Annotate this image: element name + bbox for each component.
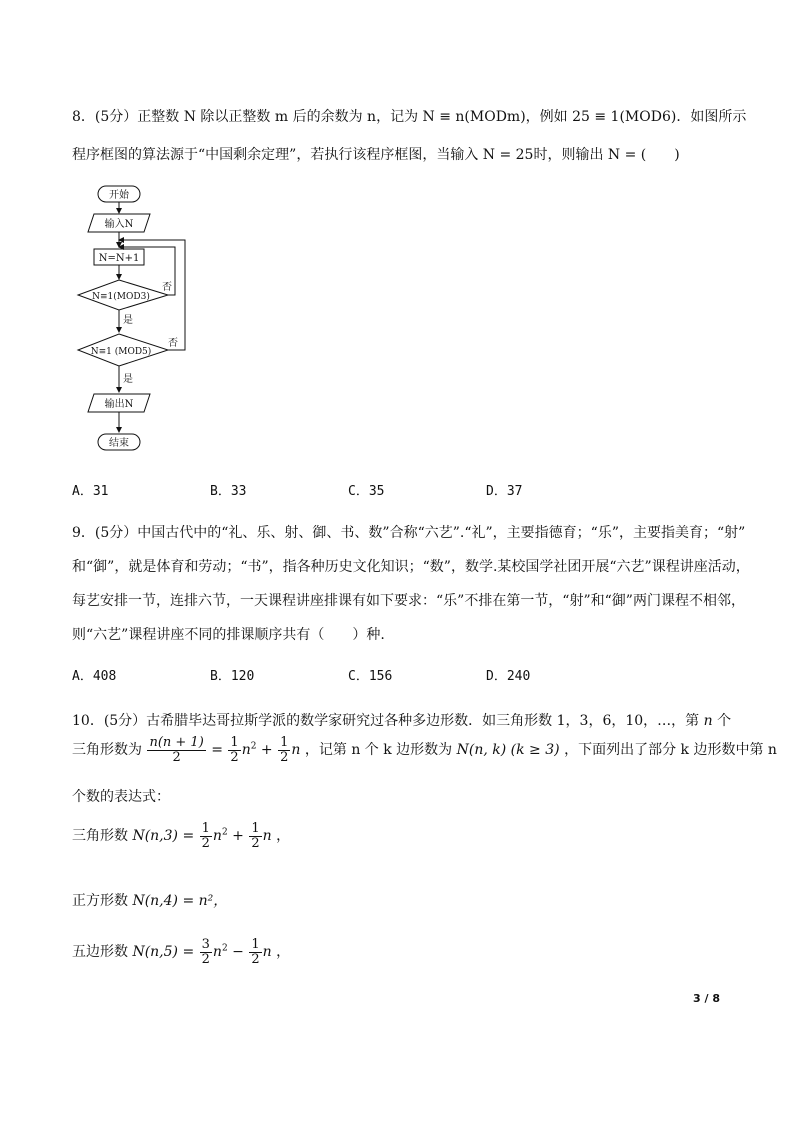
q8-option-c: C．35 [348, 484, 385, 499]
q10-square [72, 890, 227, 910]
triangular-func: N(n,3) = [132, 828, 195, 845]
q10-line1-end: 个 [717, 713, 732, 729]
fc-yes2: 是 [123, 374, 133, 385]
fc-yes1: 是 [123, 315, 133, 326]
q10-line2-mid: ，记第 n 个 k 边形数为 [304, 742, 453, 759]
q9-option-d: D．240 [486, 669, 531, 684]
fc-start: 开始 [109, 190, 129, 201]
q9-line4: 则“六艺”课程讲座不同的排课顺序共有（ ）种. [72, 627, 385, 643]
q9-option-a: A．408 [72, 669, 117, 684]
fc-output: 输出N [104, 399, 134, 410]
triangular-label: 三角形数 [72, 828, 128, 845]
square-label: 正方形数 [72, 893, 128, 909]
fc-input: 输入N [104, 219, 134, 230]
q10-line1 [72, 710, 731, 730]
fc-assign: N=N+1 [98, 253, 140, 264]
fraction-half-a: $\frac{1}{2}$ [230, 735, 239, 765]
pentagonal-func: N(n,5) = [132, 944, 195, 961]
fc-no1: 否 [162, 282, 172, 293]
q10-line3: 个数的表达式： [72, 789, 170, 805]
q9-line1: 9．(5分）中国古代中的“礼、乐、射、御、书、数”合称“六艺”.“礼”，主要指德育；“乐”，主要指美育；“射” [72, 525, 746, 541]
pentagonal-label: 五边形数 [72, 944, 128, 961]
q10-line2-pre: 三角形数为 [72, 742, 142, 759]
square-expr: N(n,4) = n²， [132, 893, 228, 909]
q9-line3: 每艺安排一节，连排六节，一天课程讲座排课有如下要求：“乐”不排在第一节，“射”和“御”两门课程不相邻， [72, 593, 745, 609]
flowchart [70, 180, 200, 460]
q8-option-a: A．31 [72, 484, 109, 499]
q8-option-b: B．33 [210, 484, 247, 499]
q8-line1: 8．(5分）正整数 N 除以正整数 m 后的余数为 n，记为 N ≡ n(MODm)，例如 25 ≡ 1(MOD6)．如图所示 [72, 109, 747, 125]
q8-option-d: D．37 [486, 484, 523, 499]
q10-pentagonal: 五边形数 N(n,5) = $\frac{3}{2}$ $n^2$ − $\frac{1}{2}$ n ， [72, 937, 291, 967]
fc-cond2: N≡1 (MOD5) [90, 347, 152, 357]
fraction-half-e: $\frac{1}{2}$ [251, 937, 260, 967]
q9-option-c: C．156 [348, 669, 393, 684]
fraction-half-d: $\frac{1}{2}$ [251, 821, 260, 851]
q8-line2: 程序框图的算法源于“中国剩余定理”，若执行该程序框图，当输入 N = 25时，则输出 N = ( ) [72, 147, 680, 163]
q10-line1-n: n [703, 713, 713, 729]
fc-cond1: N≡1(MOD3) [92, 292, 150, 302]
q10-line1-text: 10．(5分）古希腊毕达哥拉斯学派的数学家研究过各种多边形数．如三角形数 1，3，6，10，…，第 [72, 713, 700, 729]
q10-triangular: 三角形数 N(n,3) = $\frac{1}{2}$ $n^2$ + $\frac{1}{2}$ n ， [72, 821, 291, 851]
q10-line2-post: ，下面列出了部分 k 边形数中第 n [564, 742, 777, 759]
q10-nk: N(n, k) (k ≥ 3) [456, 742, 560, 759]
fraction-half-c: $\frac{1}{2}$ [201, 821, 210, 851]
page-number: 3 / 8 [693, 992, 720, 1005]
q9-option-b: B．120 [210, 669, 255, 684]
fc-end: 结束 [109, 438, 129, 449]
fraction-three-halves: $\frac{3}{2}$ [201, 937, 210, 967]
fraction-n-n-plus-1-over-2: $\frac{n(n + 1)}{2}$ [149, 735, 204, 765]
fraction-half-b: $\frac{1}{2}$ [280, 735, 289, 765]
q9-line2: 和“御”，就是体育和劳动；“书”，指各种历史文化知识；“数”，数学.某校国学社团开展“六艺”课程讲座活动， [72, 559, 750, 575]
q10-line2: 三角形数为 $\frac{n(n + 1)}{2}$ = $\frac{1}{2}$ $n^2$ + $\frac{1}{2}$ n ，记第 n 个 k 边形数为 N(n, k) (k ≥ 3) ，下面列出了部分 k 边形数中第 n [72, 735, 777, 765]
fc-no2: 否 [168, 338, 178, 349]
